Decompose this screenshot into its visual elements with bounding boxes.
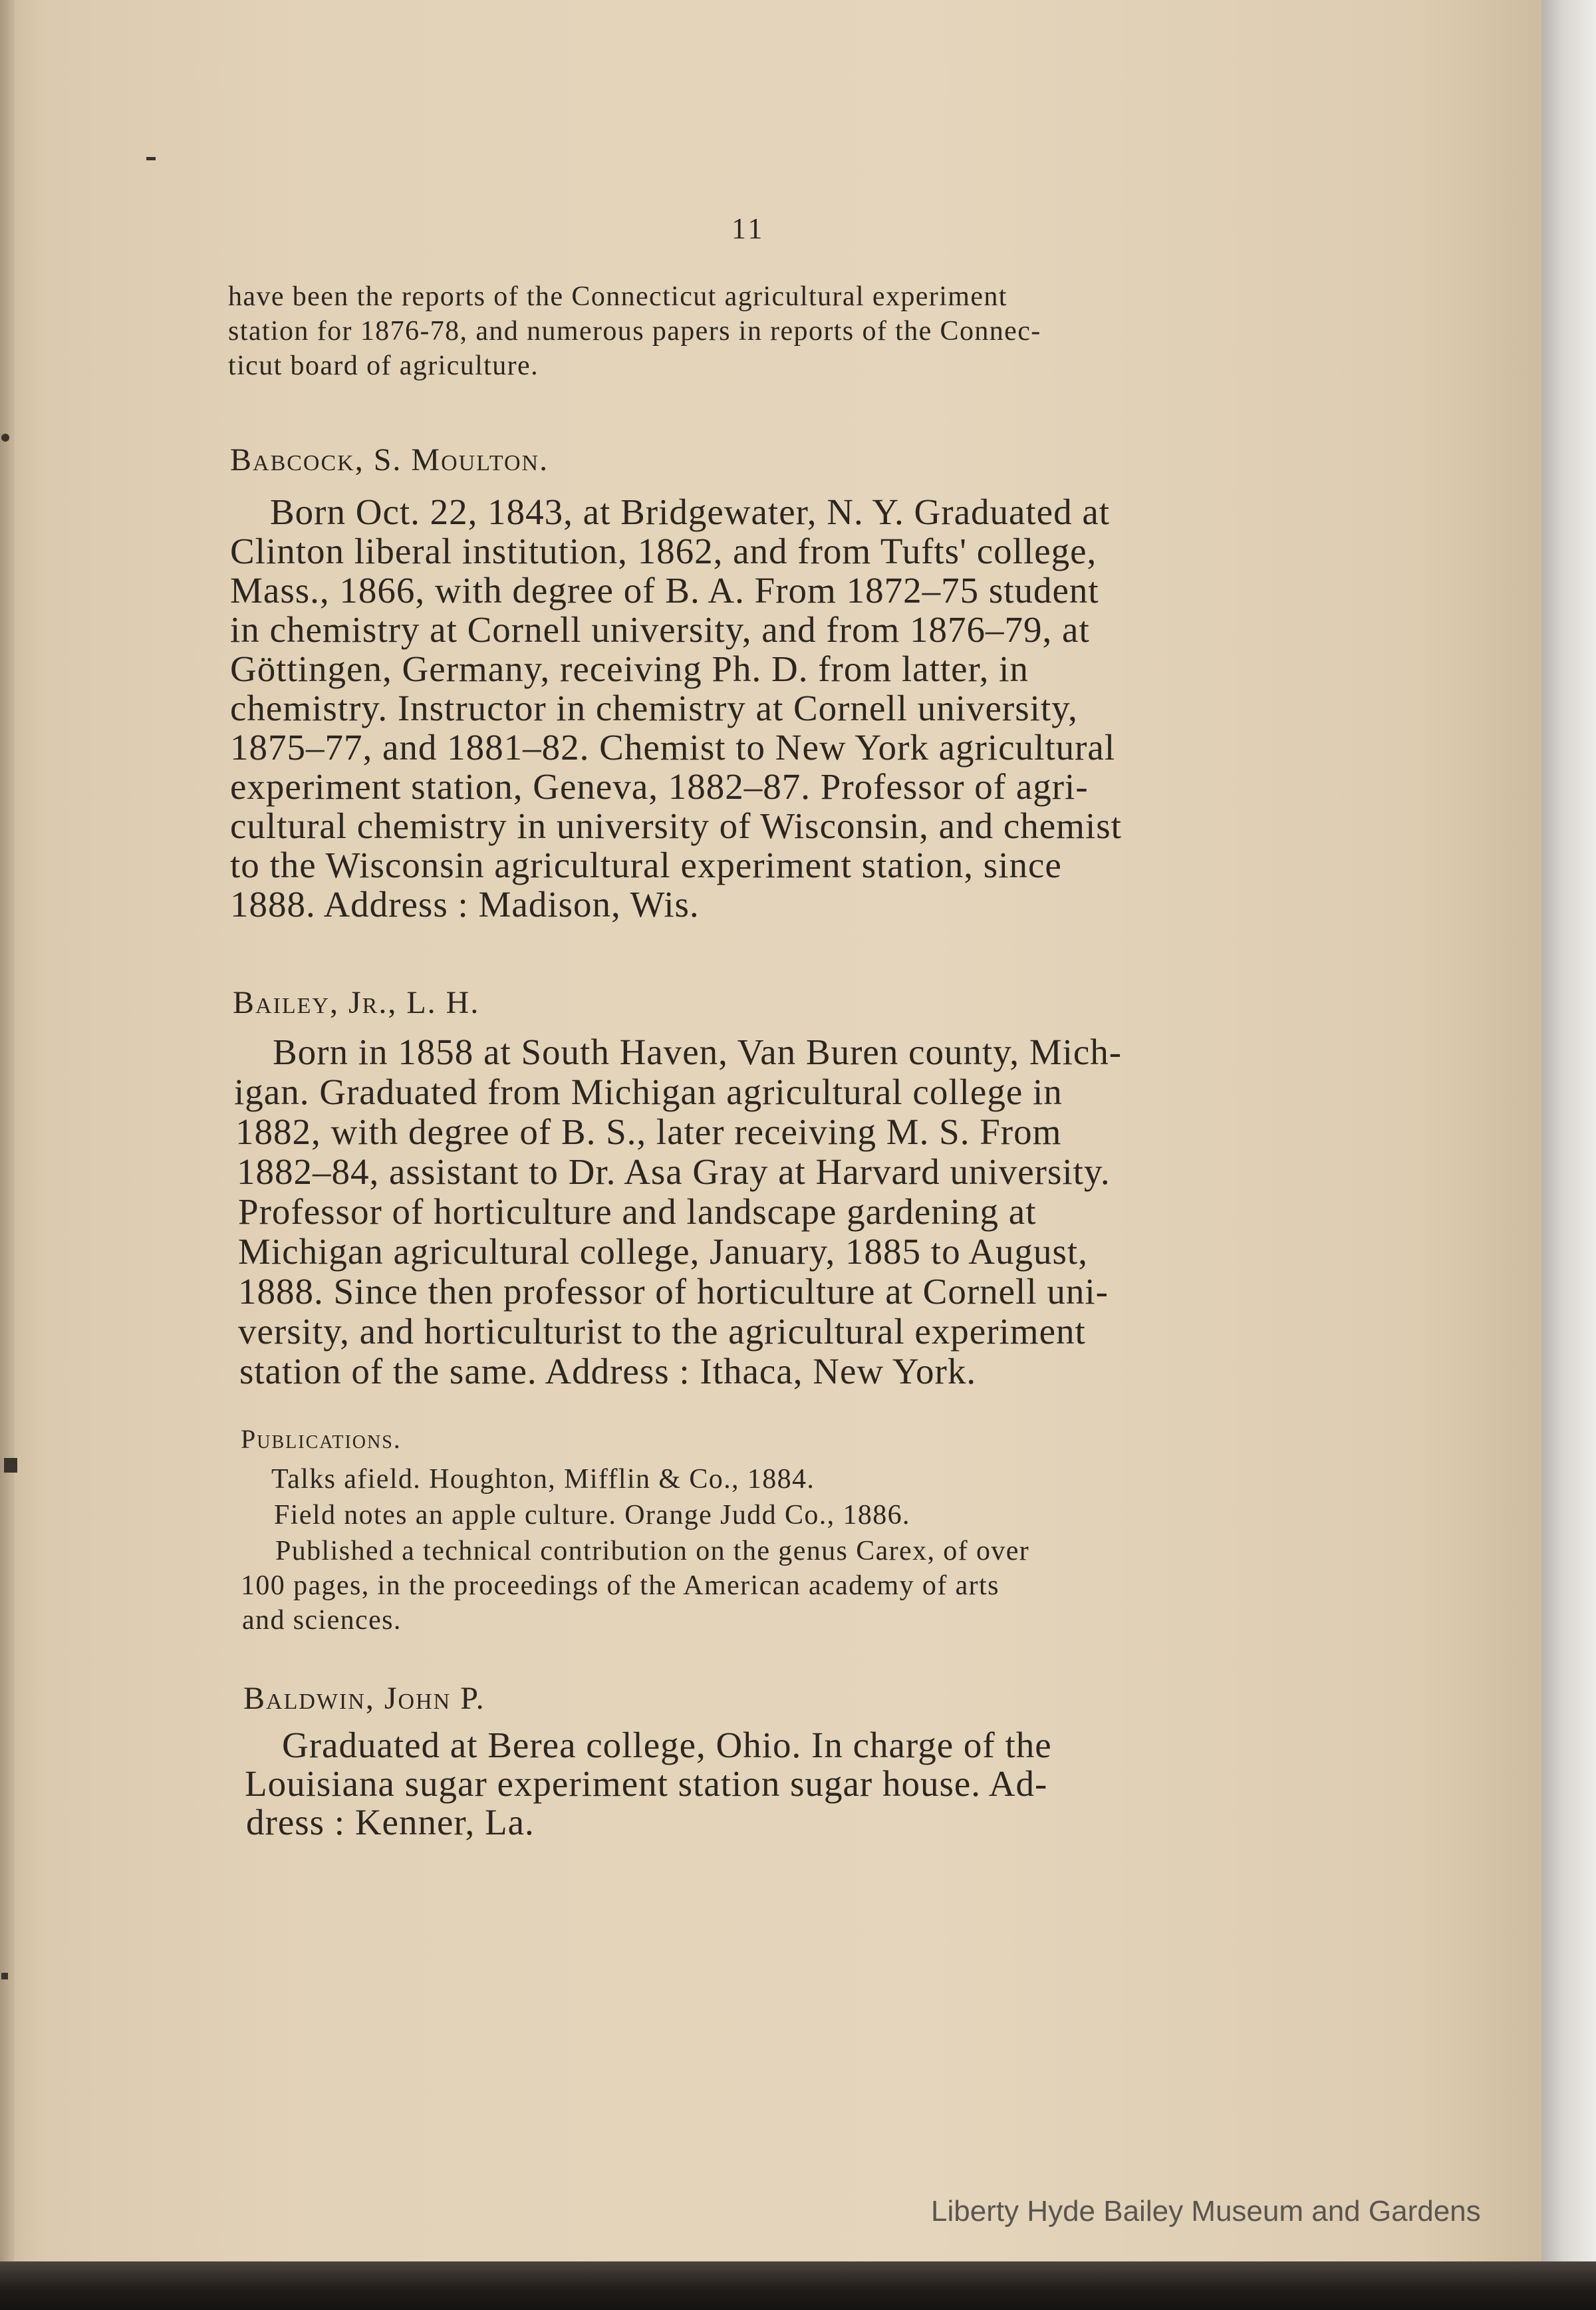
entry-line: Clinton liberal institution, 1862, and from Tufts' college, <box>230 531 1097 571</box>
entry-line: 1882, with degree of B. S., later receiving M. S. From <box>235 1111 1062 1152</box>
entry-line: Louisiana sugar experiment station sugar house. Ad- <box>245 1763 1048 1804</box>
intro-line: ticut board of agriculture. <box>228 351 539 381</box>
entry-line: dress : Kenner, La. <box>246 1802 535 1842</box>
entry-line: station of the same. Address : Ithaca, New York. <box>239 1351 977 1391</box>
margin-mark <box>1 1973 8 1979</box>
entry-line: 1888. Address : Madison, Wis. <box>230 884 700 925</box>
entry-line: 1875–77, and 1881–82. Chemist to New York agricultural <box>230 727 1116 768</box>
entry-name-babcock: Babcock, S. Moulton. <box>230 442 549 478</box>
entry-line: Graduated at Berea college, Ohio. In charge of the <box>282 1725 1052 1765</box>
entry-line: in chemistry at Cornell university, and from 1876–79, at <box>230 609 1090 650</box>
page-number: 11 <box>732 212 765 245</box>
entry-line: cultural chemistry in university of Wisconsin, and chemist <box>230 805 1122 846</box>
entry-line: 1882–84, assistant to Dr. Asa Gray at Harvard university. <box>237 1151 1111 1192</box>
entry-line: chemistry. Instructor in chemistry at Cornell university, <box>230 688 1078 728</box>
page-shadow-right <box>1541 0 1596 2310</box>
entry-line: experiment station, Geneva, 1882–87. Professor of agri- <box>230 766 1089 807</box>
entry-line: Michigan agricultural college, January, 1885 to August, <box>238 1231 1088 1272</box>
entry-line: versity, and horticulturist to the agricultural experiment <box>238 1311 1086 1352</box>
entry-line: Born in 1858 at South Haven, Van Buren county, Mich- <box>273 1032 1123 1072</box>
page-left-edge <box>0 0 15 2261</box>
entry-line: Göttingen, Germany, receiving Ph. D. from latter, in <box>230 649 1029 689</box>
margin-mark <box>146 157 156 160</box>
entry-line: to the Wisconsin agricultural experiment station, since <box>230 845 1062 885</box>
publication-line: and sciences. <box>242 1605 402 1636</box>
margin-mark <box>1 434 9 442</box>
entry-line: igan. Graduated from Michigan agricultural college in <box>234 1072 1063 1112</box>
publication-line: Talks afield. Houghton, Mifflin & Co., 1884. <box>271 1464 815 1495</box>
entry-line: Born Oct. 22, 1843, at Bridgewater, N. Y. Graduated at <box>270 492 1111 532</box>
entry-line: 1888. Since then professor of horticulture at Cornell uni- <box>238 1271 1109 1312</box>
publication-line: Field notes an apple culture. Orange Judd Co., 1886. <box>274 1500 910 1530</box>
publications-heading: Publications. <box>241 1424 402 1454</box>
entry-line: Professor of horticulture and landscape gardening at <box>238 1191 1037 1232</box>
intro-line: station for 1876-78, and numerous papers in reports of the Connec- <box>228 316 1041 347</box>
publication-line: Published a technical contribution on the genus Carex, of over <box>275 1536 1030 1566</box>
publication-line: 100 pages, in the proceedings of the American academy of arts <box>241 1570 999 1601</box>
intro-line: have been the reports of the Connecticut agricultural experiment <box>228 281 1007 312</box>
entry-name-bailey: Bailey, Jr., L. H. <box>233 985 480 1020</box>
page-shadow-bottom <box>0 2261 1596 2310</box>
museum-watermark: Liberty Hyde Bailey Museum and Gardens <box>931 2195 1481 2228</box>
margin-mark <box>4 1458 17 1473</box>
entry-line: Mass., 1866, with degree of B. A. From 1872–75 student <box>230 570 1099 611</box>
entry-name-baldwin: Baldwin, John P. <box>243 1681 485 1716</box>
